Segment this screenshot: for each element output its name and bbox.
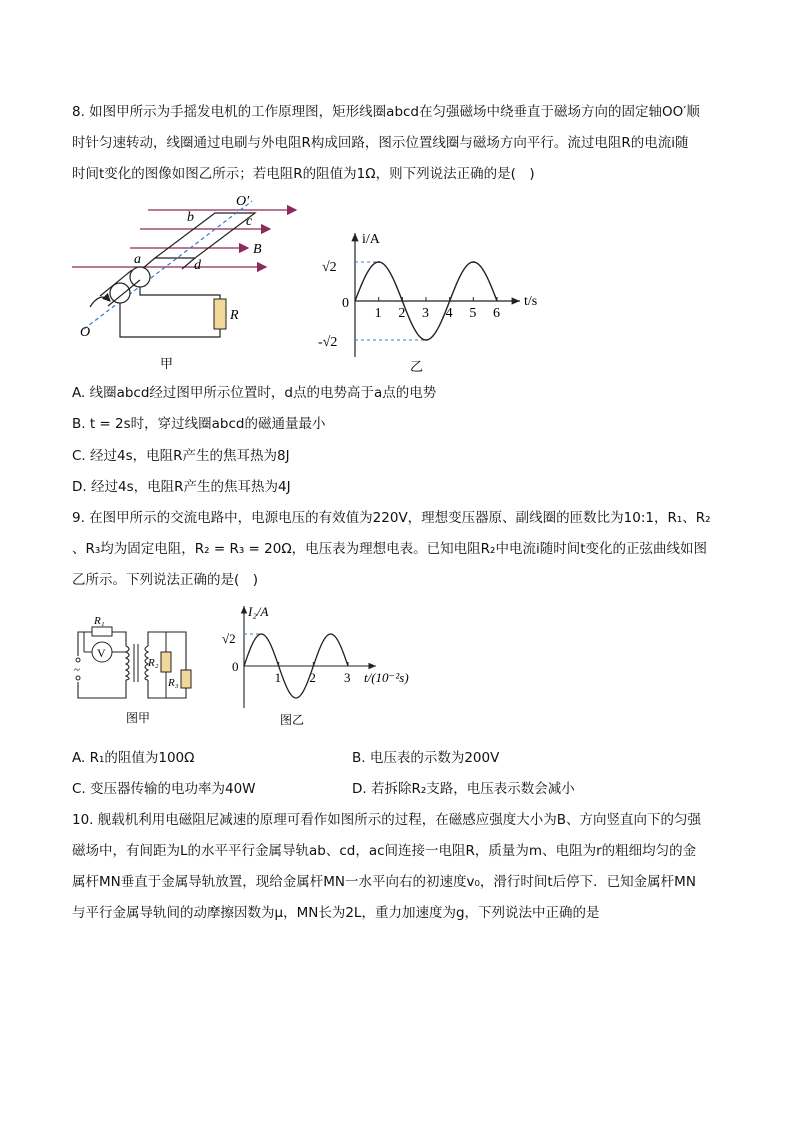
chart1-tick-label-6: 6 bbox=[493, 306, 500, 321]
q8-figure-yi-chart bbox=[310, 225, 550, 375]
label-R3: R₃ bbox=[168, 677, 179, 689]
label-d: d bbox=[194, 258, 201, 273]
chart1-tick-label-1: 1 bbox=[374, 306, 382, 321]
q10-stem-line-1: 10. 舰载机利用电磁阻尼减速的原理可看作如图所示的过程，在磁感应强度大小为B、方向竖直向下的匀强 bbox=[72, 812, 702, 828]
chart1-tick-label-2: 2 bbox=[398, 306, 406, 321]
label-O: O bbox=[80, 325, 91, 340]
label-a: a bbox=[134, 252, 141, 267]
label-b: b bbox=[187, 210, 194, 225]
chart2-origin: 0 bbox=[232, 659, 239, 674]
label-O-prime: O′ bbox=[236, 194, 250, 209]
q9-figure-jia bbox=[70, 610, 200, 730]
q9-stem-line-1: 9. 在图甲所示的交流电路中，电源电压的有效值为220V，理想变压器原、副线圈的匝数比为10:1，R₁、R₂ bbox=[72, 510, 711, 526]
q8-option-d[interactable]: D. 经过4s，电阻R产生的焦耳热为4J bbox=[72, 479, 291, 495]
q8-stem-line-3: 时间t变化的图像如图乙所示；若电阻R的阻值为1Ω，则下列说法正确的是( ) bbox=[72, 166, 535, 182]
chart2-tick-label-1: 1 bbox=[274, 670, 282, 685]
caption-jia: 甲 bbox=[160, 357, 174, 372]
caption-tu-jia: 图甲 bbox=[126, 711, 151, 725]
label-R2: R₂ bbox=[148, 657, 159, 669]
q9-stem-line-3: 乙所示。下列说法正确的是( ) bbox=[72, 572, 259, 588]
q8-option-b[interactable]: B. t = 2s时，穿过线圈abcd的磁通量最小 bbox=[72, 416, 326, 432]
chart2-tick-label-2: 2 bbox=[309, 670, 316, 685]
q8-stem-line-2: 时针匀速转动，线圈通过电刷与外电阻R构成回路，图示位置线圈与磁场方向平行。流过电阻R的电流i随 bbox=[72, 135, 689, 151]
chart1-xlabel: t/s bbox=[524, 294, 538, 309]
q9-option-d[interactable]: D. 若拆除R₂支路，电压表示数会减小 bbox=[352, 781, 575, 797]
label-R1: R₁ bbox=[94, 615, 105, 627]
chart2-ylabel: I₂/A bbox=[248, 604, 269, 619]
caption-yi: 乙 bbox=[410, 360, 424, 375]
q9-option-b[interactable]: B. 电压表的示数为200V bbox=[352, 750, 500, 766]
chart2-xlabel: t/(10⁻²s) bbox=[364, 670, 409, 685]
chart1-tick-label-4: 4 bbox=[445, 306, 453, 321]
label-R: R bbox=[230, 308, 239, 323]
q10-stem-line-3: 属杆MN垂直于金属导轨放置，现给金属杆MN一水平向右的初速度v₀，滑行时间t后停下．已知金属杆MN bbox=[72, 874, 696, 890]
label-c: c bbox=[246, 214, 253, 229]
label-B: B bbox=[253, 242, 262, 257]
q8-figure-jia bbox=[70, 193, 310, 373]
q9-option-c[interactable]: C. 变压器传输的电功率为40W bbox=[72, 781, 256, 797]
chart1-yneg-label: -√2 bbox=[318, 335, 338, 350]
chart2-ypos-label: √2 bbox=[222, 631, 236, 646]
q8-option-a[interactable]: A. 线圈abcd经过图甲所示位置时，d点的电势高于a点的电势 bbox=[72, 385, 437, 401]
chart1-ypos-label: √2 bbox=[322, 260, 337, 275]
chart1-tick-label-3: 3 bbox=[422, 306, 429, 321]
chart1-tick-label-5: 5 bbox=[469, 306, 477, 321]
q10-stem-line-2: 磁场中，有间距为L的水平平行金属导轨ab、cd，ac间连接一电阻R，质量为m、电阻为r的粗细均匀的金 bbox=[72, 843, 697, 859]
chart1-ylabel: i/A bbox=[362, 232, 380, 247]
q8-stem-line-1: 8. 如图甲所示为手摇发电机的工作原理图，矩形线圈abcd在匀强磁场中绕垂直于磁场方向的固定轴OO′顺 bbox=[72, 104, 700, 120]
caption-tu-yi: 图乙 bbox=[280, 713, 305, 727]
chart1-origin: 0 bbox=[342, 296, 349, 311]
chart2-tick-label-3: 3 bbox=[344, 670, 351, 685]
q9-figure-yi-chart bbox=[214, 600, 414, 730]
q9-option-a[interactable]: A. R₁的阻值为100Ω bbox=[72, 750, 195, 766]
ac-source-icon: ~ bbox=[74, 664, 80, 676]
q9-stem-line-2: 、R₃均为固定电阻，R₂ = R₃ = 20Ω，电压表为理想电表。已知电阻R₂中电流i随时间t变化的正弦曲线如图 bbox=[72, 541, 707, 557]
q8-option-c[interactable]: C. 经过4s，电阻R产生的焦耳热为8J bbox=[72, 448, 290, 464]
voltmeter-icon: V bbox=[97, 646, 106, 660]
q10-stem-line-4: 与平行金属导轨间的动摩擦因数为μ，MN长为2L，重力加速度为g，下列说法中正确的是 bbox=[72, 905, 600, 921]
